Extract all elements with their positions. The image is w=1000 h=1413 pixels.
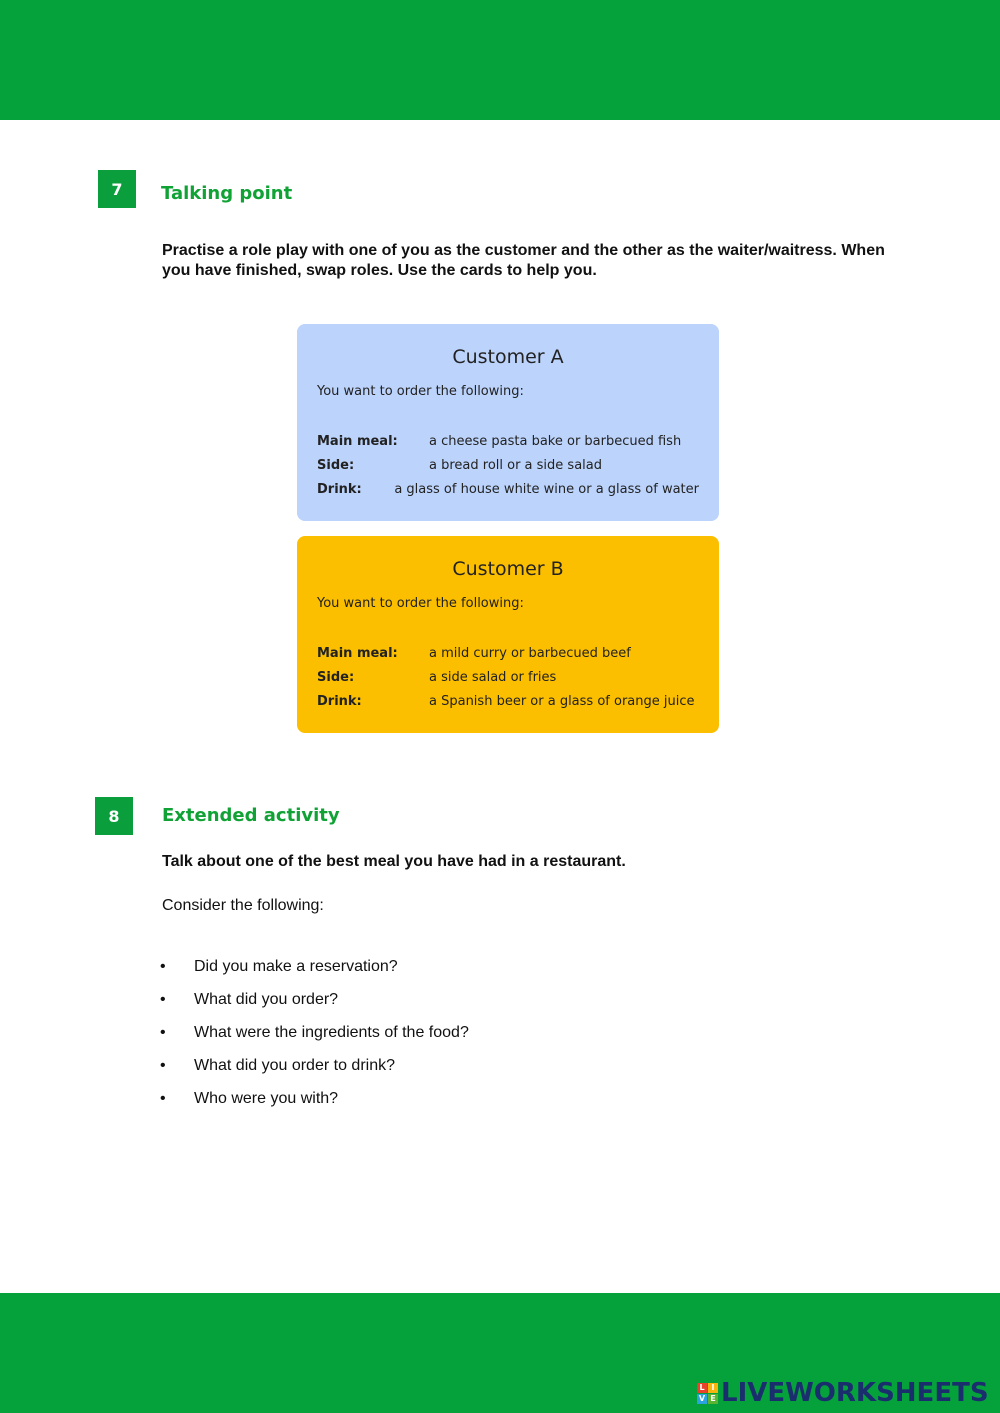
question-text: Did you make a reservation? <box>194 958 398 975</box>
header-band <box>0 0 1000 120</box>
consider-text: Consider the following: <box>162 897 324 914</box>
section-7-instructions: Practise a role play with one of you as the customer and the other as the waiter/waitress. When you have finished, swap roles. Use the cards to help you. <box>162 242 885 279</box>
bullet-icon: • <box>160 1024 166 1041</box>
logo-text: LIVEWORKSHEETS <box>721 1378 989 1408</box>
logo-letter: I <box>708 1383 718 1393</box>
logo-letter: E <box>708 1394 718 1404</box>
card-intro: You want to order the following: <box>317 596 524 611</box>
row-label: Drink: <box>317 694 362 709</box>
question-list <box>160 955 469 1120</box>
customer-a-card <box>297 324 719 521</box>
list-item <box>160 955 469 988</box>
card-row-side <box>317 666 699 690</box>
list-item <box>160 1054 469 1087</box>
bullet-icon: • <box>160 1090 166 1107</box>
row-label: Main meal: <box>317 646 398 661</box>
row-value: a Spanish beer or a glass of orange juice <box>429 694 695 709</box>
row-label: Drink: <box>317 482 362 497</box>
bullet-icon: • <box>160 958 166 975</box>
row-value: a side salad or fries <box>429 670 557 685</box>
liveworksheets-logo[interactable] <box>697 1378 989 1408</box>
card-row-main-meal <box>317 642 699 666</box>
card-title: Customer B <box>452 558 564 580</box>
card-title: Customer A <box>452 346 564 368</box>
bullet-icon: • <box>160 991 166 1008</box>
row-value: a cheese pasta bake or barbecued fish <box>429 434 682 449</box>
list-item <box>160 1087 469 1120</box>
card-row-drink <box>317 478 699 502</box>
bullet-icon: • <box>160 1057 166 1074</box>
section-8-number: 8 <box>95 797 133 835</box>
logo-letter: V <box>698 1393 706 1403</box>
question-text: Who were you with? <box>194 1090 339 1107</box>
card-intro: You want to order the following: <box>317 384 524 399</box>
section-8-title: Extended activity <box>162 805 340 826</box>
section-8-prompt: Talk about one of the best meal you have had in a restaurant. <box>162 853 626 870</box>
row-label: Main meal: <box>317 434 398 449</box>
question-text: What did you order? <box>194 991 339 1008</box>
logo-icon <box>697 1383 718 1404</box>
question-text: What were the ingredients of the food? <box>194 1024 469 1041</box>
row-value: a mild curry or barbecued beef <box>429 646 631 661</box>
row-value: a bread roll or a side salad <box>429 458 602 473</box>
card-row-drink <box>317 690 699 714</box>
logo-letter: L <box>697 1383 707 1393</box>
row-label: Side: <box>317 670 355 685</box>
question-text: What did you order to drink? <box>194 1057 395 1074</box>
row-value: a glass of house white wine or a glass of water <box>394 482 699 497</box>
card-row-main-meal <box>317 430 699 454</box>
list-item <box>160 988 469 1021</box>
customer-b-card <box>297 536 719 733</box>
section-7-number: 7 <box>98 170 136 208</box>
row-label: Side: <box>317 458 355 473</box>
card-row-side <box>317 454 699 478</box>
list-item <box>160 1021 469 1054</box>
section-7-title: Talking point <box>161 183 293 204</box>
